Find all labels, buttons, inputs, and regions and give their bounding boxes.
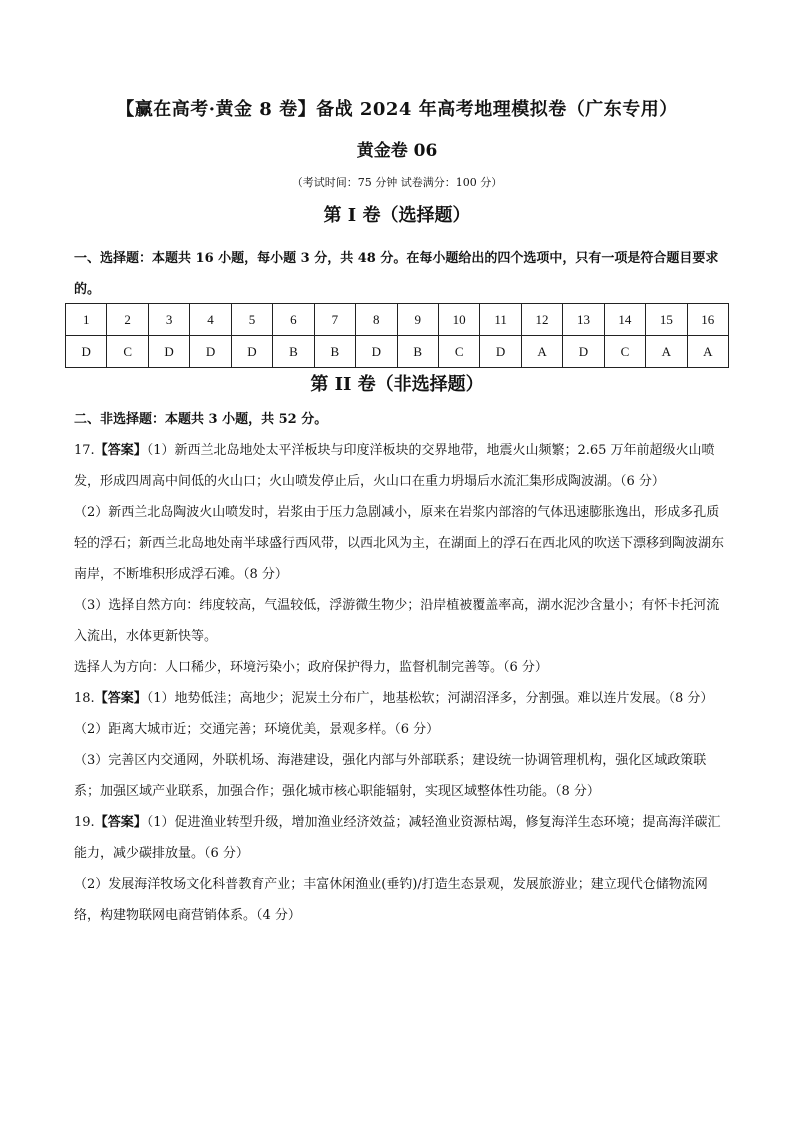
answer-letter-row xyxy=(66,336,729,368)
answer-letter: A xyxy=(646,336,687,368)
q19-tag: 【答案】 xyxy=(94,815,147,830)
q17-answer-1 xyxy=(74,435,729,497)
question-number: 11 xyxy=(480,304,521,336)
question-number: 5 xyxy=(231,304,272,336)
q17-number: 17. xyxy=(74,443,95,458)
question-number: 14 xyxy=(604,304,645,336)
answer-letter: D xyxy=(480,336,521,368)
q18-number: 18. xyxy=(74,691,95,706)
answer-letter: D xyxy=(66,336,107,368)
answer-letter: B xyxy=(273,336,314,368)
q17-answer-2: （2）新西兰北岛陶波火山喷发时，岩浆由于压力急剧减小，原来在岩浆内部溶的气体迅速膨胀逸出，形成多孔质轻的浮石；新西兰北岛地处南半球盛行西风带，以西北风为主，在湖面上的浮石在西北风的吹送下漂移到陶波湖东南岸，不断堆积形成浮石滩。（8 分） xyxy=(74,505,725,582)
q18-answer-1 xyxy=(74,683,729,714)
question-number: 15 xyxy=(646,304,687,336)
q17-answer-4: 选择人为方向：人口稀少，环境污染小；政府保护得力，监督机制完善等。（6 分） xyxy=(74,660,548,675)
answer-letter: D xyxy=(356,336,397,368)
answer-letter: A xyxy=(521,336,562,368)
part1-heading: 第 I 卷（选择题） xyxy=(323,205,471,226)
answer-table xyxy=(65,303,729,368)
q19-text-1: （1）促进渔业转型升级，增加渔业经济效益；减轻渔业资源枯竭，修复海洋生态环境；提高海洋碳汇能力，减少碳排放量。（6 分） xyxy=(74,815,721,861)
q18-tag: 【答案】 xyxy=(94,691,147,706)
answer-letter: D xyxy=(231,336,272,368)
question-number: 9 xyxy=(397,304,438,336)
question-number: 13 xyxy=(563,304,604,336)
exam-note: （考试时间：75 分钟 试卷满分：100 分） xyxy=(291,176,503,189)
question-number: 1 xyxy=(66,304,107,336)
q18-answer-3: （3）完善区内交通网，外联机场、海港建设，强化内部与外部联系；建设统一协调管理机构，强化区域政策联系；加强区域产业联系，加强合作；强化城市核心职能辐射，实现区域整体性功能。（8 分） xyxy=(74,753,707,799)
q19-answer-1 xyxy=(74,807,729,869)
answer-letter: B xyxy=(397,336,438,368)
question-number: 10 xyxy=(438,304,479,336)
answer-letter: D xyxy=(148,336,189,368)
answer-body xyxy=(74,404,729,931)
part2-heading: 第 II 卷（非选择题） xyxy=(310,374,484,395)
q19-answer-2: （2）发展海洋牧场文化科普教育产业；丰富休闲渔业(垂钓)/打造生态景观，发展旅游业；建立现代仓储物流网络，构建物联网电商营销体系。（4 分） xyxy=(74,877,708,923)
question-number: 3 xyxy=(148,304,189,336)
answer-letter: D xyxy=(190,336,231,368)
question-number: 6 xyxy=(273,304,314,336)
q18-text-1: （1）地势低洼；高地少；泥炭土分布广，地基松软；河湖沼泽多，分割强。难以连片发展。（8 分） xyxy=(146,691,714,706)
part1-instruction: 一、选择题：本题共 16 小题，每小题 3 分，共 48 分。在每小题给出的四个选项中，只有一项是符合题目要求的。 xyxy=(74,251,719,297)
answer-letter: B xyxy=(314,336,355,368)
question-number: 2 xyxy=(107,304,148,336)
answer-letter: C xyxy=(604,336,645,368)
question-number: 8 xyxy=(356,304,397,336)
q17-answer-3: （3）选择自然方向：纬度较高，气温较低，浮游微生物少；沿岸植被覆盖率高，湖水泥沙含量小；有怀卡托河流入流出，水体更新快等。 xyxy=(74,598,720,644)
q17-tag: 【答案】 xyxy=(94,443,147,458)
q18-answer-2: （2）距离大城市近；交通完善；环境优美，景观多样。（6 分） xyxy=(74,722,440,737)
answer-letter: D xyxy=(563,336,604,368)
part2-section: 二、非选择题：本题共 3 小题，共 52 分。 xyxy=(74,412,328,427)
answer-letter: C xyxy=(107,336,148,368)
answer-letter: C xyxy=(438,336,479,368)
exam-title: 【赢在高考·黄金 8 卷】备战 2024 年高考地理模拟卷（广东专用） xyxy=(116,99,678,120)
question-number: 7 xyxy=(314,304,355,336)
answer-number-row xyxy=(66,304,729,336)
q17-text-1: （1）新西兰北岛地处太平洋板块与印度洋板块的交界地带，地震火山频繁；2.65 万年前超级火山喷发，形成四周高中间低的火山口；火山喷发停止后，火山口在重力坍塌后水流汇集形成陶波湖。（6 分） xyxy=(74,443,715,489)
question-number: 4 xyxy=(190,304,231,336)
exam-subtitle: 黄金卷 06 xyxy=(356,141,438,161)
q19-number: 19. xyxy=(74,815,95,830)
question-number: 12 xyxy=(521,304,562,336)
answer-letter: A xyxy=(687,336,728,368)
question-number: 16 xyxy=(687,304,728,336)
